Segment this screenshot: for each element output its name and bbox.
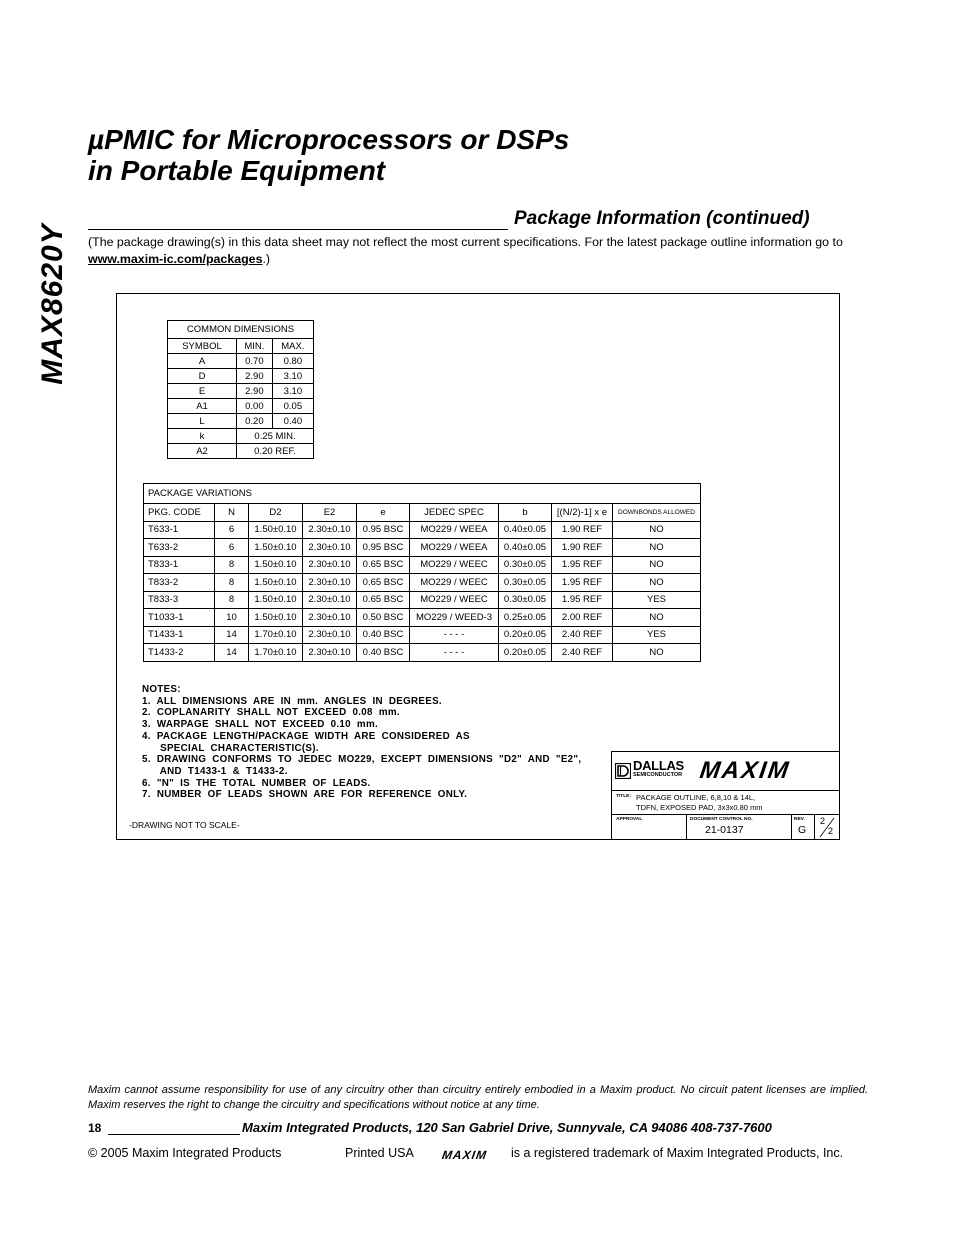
note-item: 1. ALL DIMENSIONS ARE IN mm. ANGLES IN DEGREES. — [142, 695, 442, 707]
note-item: 6. "N" IS THE TOTAL NUMBER OF LEADS. — [142, 777, 371, 789]
approval-label: APPROVAL — [616, 817, 643, 822]
doc-control-number: 21-0137 — [705, 824, 744, 836]
table-cell: T633-2 — [144, 539, 215, 557]
table-cell: NO — [613, 644, 701, 662]
common-dimensions-title: COMMON DIMENSIONS — [168, 321, 314, 339]
table-cell: 2.30±0.10 — [303, 609, 357, 627]
table-row — [168, 444, 314, 459]
table-cell: 2.30±0.10 — [303, 539, 357, 557]
note-item: 4. PACKAGE LENGTH/PACKAGE WIDTH ARE CONSIDERED AS — [142, 730, 470, 742]
table-cell: T1433-1 — [144, 626, 215, 644]
table-row — [144, 609, 701, 627]
table-row — [144, 574, 701, 592]
table-cell: T633-1 — [144, 521, 215, 539]
table-row — [168, 384, 314, 399]
table-header: e — [357, 504, 410, 522]
table-cell: 2.40 REF — [552, 626, 613, 644]
table-cell: T833-1 — [144, 556, 215, 574]
table-cell: T833-3 — [144, 591, 215, 609]
table-cell: YES — [613, 626, 701, 644]
title-block-line-2: TDFN, EXPOSED PAD, 3x3x0.80 mm — [636, 803, 763, 812]
table-cell: MO229 / WEEC — [410, 556, 499, 574]
table-cell: 0.30±0.05 — [499, 591, 552, 609]
table-cell: 0.20 REF. — [237, 444, 314, 459]
maxim-logo-text: MAXIM — [698, 757, 792, 784]
table-cell: 0.80 — [272, 354, 313, 369]
table-cell: A2 — [168, 444, 237, 459]
table-cell: 2.90 — [237, 384, 273, 399]
table-cell: 0.40 BSC — [357, 626, 410, 644]
note-item: AND T1433-1 & T1433-2. — [142, 765, 288, 777]
rev-cell — [791, 815, 814, 839]
table-cell: D — [168, 369, 237, 384]
table-cell: 1.50±0.10 — [249, 591, 303, 609]
title-block-logos — [612, 752, 839, 791]
table-row — [144, 644, 701, 662]
table-row — [168, 429, 314, 444]
table-header: MAX. — [272, 339, 313, 354]
common-dimensions-table — [167, 320, 314, 459]
table-cell: 2.30±0.10 — [303, 521, 357, 539]
copyright: © 2005 Maxim Integrated Products — [88, 1146, 282, 1160]
maxim-logo — [700, 758, 836, 784]
table-row — [144, 591, 701, 609]
table-cell: 1.95 REF — [552, 574, 613, 592]
dallas-logo-icon — [615, 763, 631, 779]
page-title-line-1: µPMIC for Microprocessors or DSPs — [88, 124, 570, 155]
table-cell: 8 — [215, 556, 249, 574]
title-block-line-1: PACKAGE OUTLINE, 6,8,10 & 14L, — [636, 793, 756, 802]
page-number: 18 — [88, 1121, 102, 1135]
package-variations-title: PACKAGE VARIATIONS — [144, 484, 701, 504]
printed-usa: Printed USA — [345, 1146, 414, 1160]
table-cell: 2.90 — [237, 369, 273, 384]
table-cell: 14 — [215, 644, 249, 662]
intro-text-end: .) — [262, 252, 271, 266]
section-rule — [88, 229, 508, 230]
table-cell: 0.95 BSC — [357, 521, 410, 539]
sheet-number: 2 — [820, 816, 826, 826]
table-cell: 2.30±0.10 — [303, 556, 357, 574]
table-cell: 0.65 BSC — [357, 556, 410, 574]
table-cell: NO — [613, 609, 701, 627]
table-header: MIN. — [237, 339, 273, 354]
table-cell: 0.20 — [237, 414, 273, 429]
intro-paragraph — [88, 234, 870, 268]
table-cell: 0.70 — [237, 354, 273, 369]
table-row — [144, 521, 701, 539]
notes-heading: NOTES: — [142, 684, 181, 695]
table-cell: 0.25±0.05 — [499, 609, 552, 627]
table-cell: 0.05 — [272, 399, 313, 414]
doc-control-label: DOCUMENT CONTROL NO. — [690, 817, 753, 822]
table-header: N — [215, 504, 249, 522]
table-row — [168, 414, 314, 429]
table-cell: NO — [613, 556, 701, 574]
page-title-line-2: in Portable Equipment — [88, 155, 386, 186]
table-cell: 0.40±0.05 — [499, 521, 552, 539]
table-cell: 0.25 MIN. — [237, 429, 314, 444]
table-cell: MO229 / WEED-3 — [410, 609, 499, 627]
title-block-title — [636, 793, 763, 813]
table-cell: T833-2 — [144, 574, 215, 592]
table-cell: 2.40 REF — [552, 644, 613, 662]
table-cell: 6 — [215, 539, 249, 557]
rev-value: G — [798, 824, 807, 836]
table-cell: 1.70±0.10 — [249, 644, 303, 662]
table-cell: - - - - — [410, 626, 499, 644]
package-variations-table — [143, 483, 701, 662]
table-cell: A1 — [168, 399, 237, 414]
table-cell: MO229 / WEEC — [410, 591, 499, 609]
note-item: 3. WARPAGE SHALL NOT EXCEED 0.10 mm. — [142, 719, 378, 731]
table-cell: 3.10 — [272, 369, 313, 384]
dallas-wordmark: DALLAS — [633, 758, 684, 773]
table-cell: 1.50±0.10 — [249, 521, 303, 539]
table-cell: 2.30±0.10 — [303, 644, 357, 662]
table-header: PKG. CODE — [144, 504, 215, 522]
table-cell: 0.30±0.05 — [499, 574, 552, 592]
table-cell: 0.30±0.05 — [499, 556, 552, 574]
table-cell: 1.90 REF — [552, 539, 613, 557]
title-block-bottom-row — [612, 815, 839, 839]
table-header: b — [499, 504, 552, 522]
page-title — [88, 124, 569, 186]
footer-rule — [108, 1134, 240, 1135]
table-header: JEDEC SPEC — [410, 504, 499, 522]
table-cell: 1.95 REF — [552, 591, 613, 609]
table-cell: - - - - — [410, 644, 499, 662]
title-block-title-row — [612, 791, 839, 815]
side-part-number-text: MAX8620Y — [36, 223, 69, 385]
table-cell: 10 — [215, 609, 249, 627]
packages-link[interactable]: www.maxim-ic.com/packages — [88, 252, 263, 266]
table-header: [(N/2)-1] x e — [552, 504, 613, 522]
table-cell: T1433-2 — [144, 644, 215, 662]
table-cell: T1033-1 — [144, 609, 215, 627]
table-cell: 0.95 BSC — [357, 539, 410, 557]
table-header: DOWNBONDS ALLOWED — [613, 504, 701, 522]
title-label: TITLE: — [616, 794, 631, 799]
table-cell: 3.10 — [272, 384, 313, 399]
table-cell: 8 — [215, 574, 249, 592]
note-item: 7. NUMBER OF LEADS SHOWN ARE FOR REFERENCE ONLY. — [142, 789, 468, 801]
table-cell: MO229 / WEEC — [410, 574, 499, 592]
table-cell: A — [168, 354, 237, 369]
table-cell: 0.50 BSC — [357, 609, 410, 627]
table-row — [168, 354, 314, 369]
table-cell: 0.40 — [272, 414, 313, 429]
rev-label: REV. — [794, 817, 805, 822]
table-row — [144, 539, 701, 557]
table-cell: L — [168, 414, 237, 429]
table-cell: 0.65 BSC — [357, 574, 410, 592]
table-cell: 1.50±0.10 — [249, 556, 303, 574]
note-item: SPECIAL CHARACTERISTIC(S). — [142, 742, 319, 754]
package-drawing-frame — [116, 293, 840, 840]
table-cell: E — [168, 384, 237, 399]
note-item: 5. DRAWING CONFORMS TO JEDEC MO229, EXCEPT DIMENSIONS "D2" AND "E2", — [142, 754, 582, 766]
table-row — [168, 399, 314, 414]
not-to-scale-label: -DRAWING NOT TO SCALE- — [129, 820, 240, 830]
table-cell: MO229 / WEEA — [410, 539, 499, 557]
drawing-notes — [142, 684, 581, 801]
table-cell: 2.30±0.10 — [303, 574, 357, 592]
sheet-cell — [814, 815, 840, 839]
table-cell: 0.65 BSC — [357, 591, 410, 609]
table-cell: 1.50±0.10 — [249, 574, 303, 592]
table-cell: 1.50±0.10 — [249, 539, 303, 557]
footer-disclaimer: Maxim cannot assume responsibility for use of any circuitry other than circuitry entirely embodied in a Maxim product. No circuit patent licenses are implied. Maxim reserves the right to change the circuitry and specifications without notice at any time. — [88, 1084, 868, 1111]
side-part-number — [38, 214, 68, 394]
table-header: SYMBOL — [168, 339, 237, 354]
sheet-total: 2 — [828, 826, 834, 836]
table-cell: 0.20±0.05 — [499, 644, 552, 662]
table-cell: 8 — [215, 591, 249, 609]
title-block — [611, 751, 839, 839]
table-header: E2 — [303, 504, 357, 522]
table-cell: NO — [613, 539, 701, 557]
table-cell: 0.20±0.05 — [499, 626, 552, 644]
company-address: Maxim Integrated Products, 120 San Gabriel Drive, Sunnyvale, CA 94086 408-737-7600 — [242, 1120, 772, 1135]
table-cell: 0.40 BSC — [357, 644, 410, 662]
maxim-trademark-logo — [442, 1149, 487, 1161]
table-row — [144, 626, 701, 644]
table-cell: 0.40±0.05 — [499, 539, 552, 557]
table-cell: 2.30±0.10 — [303, 591, 357, 609]
table-cell: 2.30±0.10 — [303, 626, 357, 644]
section-heading: Package Information (continued) — [514, 208, 810, 229]
table-cell: MO229 / WEEA — [410, 521, 499, 539]
maxim-trademark-text: MAXIM — [441, 1148, 488, 1162]
table-cell: 1.50±0.10 — [249, 609, 303, 627]
table-cell: YES — [613, 591, 701, 609]
table-row — [144, 556, 701, 574]
intro-text: (The package drawing(s) in this data sheet may not reflect the most current specifications. For the latest package outline information go to — [88, 235, 843, 249]
trademark-notice: is a registered trademark of Maxim Integrated Products, Inc. — [511, 1146, 844, 1160]
table-cell: 0.00 — [237, 399, 273, 414]
table-cell: 6 — [215, 521, 249, 539]
table-cell: NO — [613, 574, 701, 592]
table-cell: 1.90 REF — [552, 521, 613, 539]
table-cell: NO — [613, 521, 701, 539]
table-cell: 2.00 REF — [552, 609, 613, 627]
table-cell: 14 — [215, 626, 249, 644]
table-cell: k — [168, 429, 237, 444]
table-row — [168, 369, 314, 384]
semiconductor-wordmark: SEMICONDUCTOR — [633, 772, 683, 778]
note-item: 2. COPLANARITY SHALL NOT EXCEED 0.08 mm. — [142, 707, 400, 719]
table-cell: 1.70±0.10 — [249, 626, 303, 644]
doc-control-cell — [686, 815, 791, 839]
table-header: D2 — [249, 504, 303, 522]
table-cell: 1.95 REF — [552, 556, 613, 574]
